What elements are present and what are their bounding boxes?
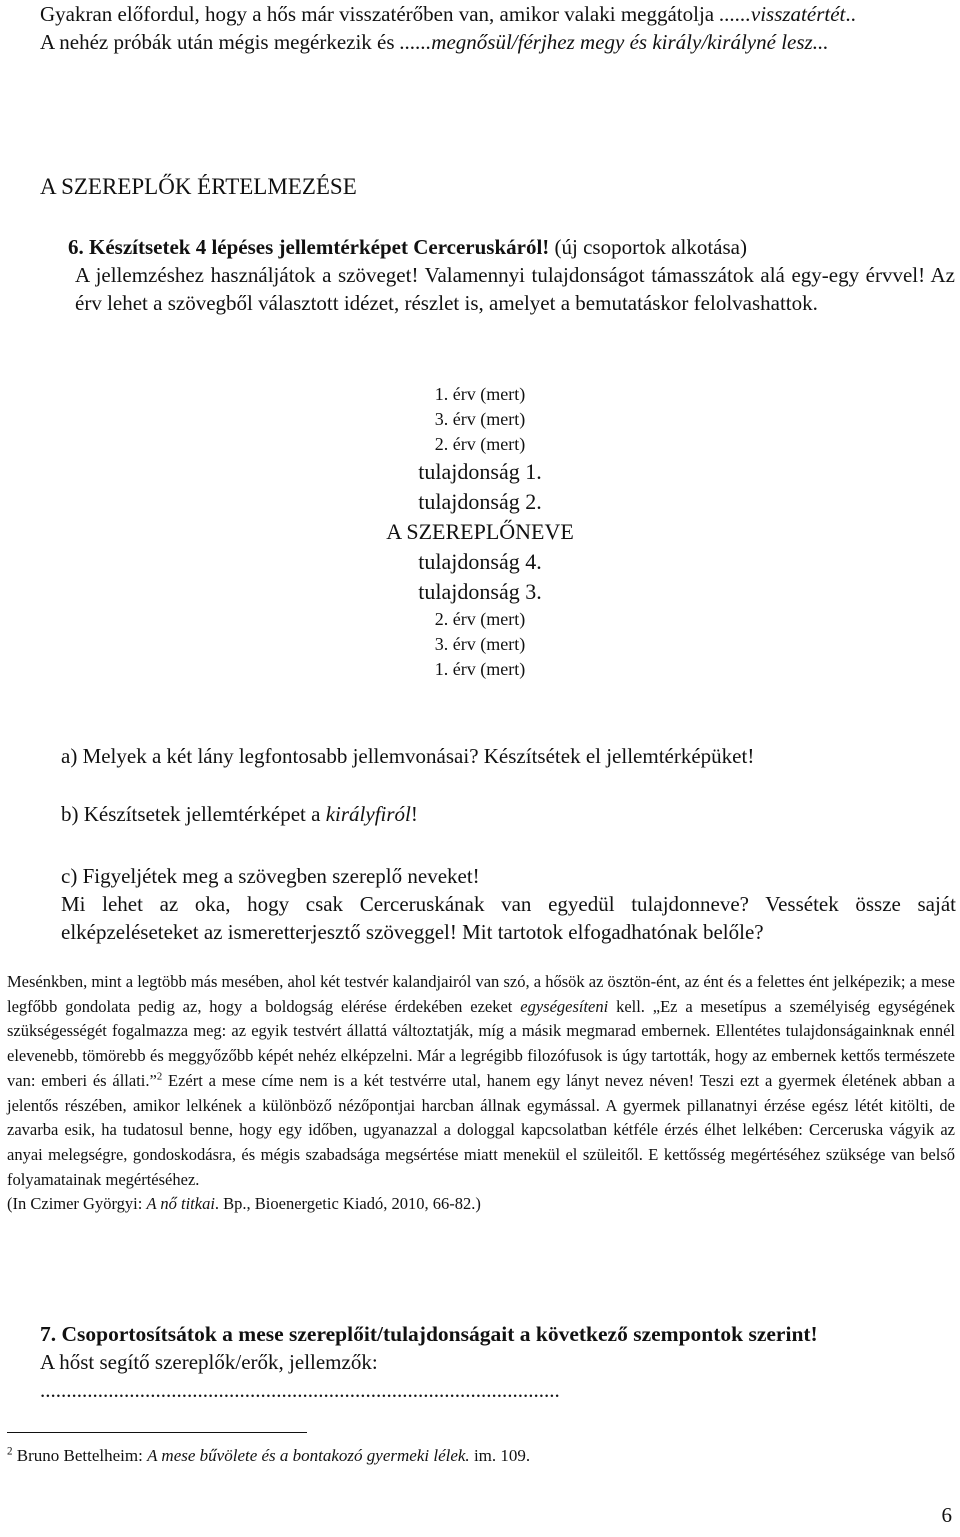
essay-citation [7, 1192, 955, 1216]
intro-text-1: Gyakran előfordul, hogy a hős már visszatérőben van, amikor valaki meggátolja [40, 2, 715, 26]
task-6-heading-line [68, 233, 955, 261]
diagram-line: 1. érv (mert) [434, 659, 526, 679]
task-7-answer-dots: ................................................................................................... [40, 1378, 560, 1402]
diagram-line: tulajdonság 4. [418, 549, 542, 574]
task-6-body: A jellemzéshez használjátok a szöveget! Valamennyi tulajdonságot támasszátok alá egy-egy érvvel! Az érv lehet a szövegből választott idézet, részlet is, amelyet a bemutatáskor felolvashattok. [75, 263, 955, 315]
citation-prefix: (In Czimer Györgyi: [7, 1194, 147, 1214]
task-7-line-2: A hőst segítő szereplők/erők, jellemzők: [40, 1350, 378, 1374]
character-map-diagram [0, 382, 960, 682]
footnote [7, 1445, 530, 1467]
essay-text-2: kell. „Ez a mesetípus a személyiség egységének szükségességét fogalmazza meg: az egyik testvért állattá változtatják, míg a másik megmarad embernek. Ellentétes tulajdonságainknak ennél elevenebb, tömörebb és meggyőzőbb képét nehéz elképzelni. Már a legrégibb filozófusok is úgy tartották, hogy az embernek kettős természete van: emberi és állati.” [7, 996, 955, 1090]
diagram-line: 3. érv (mert) [434, 634, 526, 654]
task-7 [40, 1320, 956, 1404]
footnote-suffix: im. 109. [469, 1446, 531, 1465]
task-6-heading: 6. Készítsetek 4 lépéses jellemtérképet Cerceruskáról! [68, 235, 550, 259]
question-b-italic: királyfiról [325, 802, 411, 826]
task-6 [68, 233, 955, 317]
footnote-number: 2 [7, 1445, 13, 1458]
intro-text-2: A nehéz próbák után mégis megérkezik és [40, 30, 395, 54]
intro-text-1-end: .. [845, 2, 856, 26]
diagram-line: tulajdonság 3. [418, 579, 542, 604]
footnote-ref[interactable]: 2 [156, 1070, 163, 1083]
essay-italic: egységesíteni [520, 996, 609, 1016]
question-c [61, 862, 956, 946]
diagram-line: 2. érv (mert) [434, 434, 526, 454]
citation-suffix: . Bp., Bioenergetic Kiadó, 2010, 66-82.) [214, 1194, 481, 1214]
task-7-heading: 7. Csoportosítsátok a mese szereplőit/tulajdonságait a következő szempontok szerint! [40, 1322, 818, 1346]
diagram-line: 3. érv (mert) [434, 409, 526, 429]
intro-line-2 [40, 28, 956, 56]
diagram-line: 1. érv (mert) [434, 384, 526, 404]
essay-text-3: Ezért a mese címe nem is a két testvérre utal, hanem egy lányt nevez néven! Teszi ezt a gyermek életének abban a jelentős részében, amikor lelkének a különböző nézőpontjai harcban állnak egymással. A gyermek pillanatnyi érzése egész létét kitölti, de zavarba esik, ha tudatosul benne, hogy egy időben, ugyanazzal a dologgal kapcsolatban kétféle érzés élhet lelkében: Cerceruska vágyik az anyai melegségre, gondoskodásra, és mégis szabadsága megsértése miatt menekül el szüleitől. E kettősség megértéséhez szüksége van belső folyamatainak megértéséhez. [7, 1070, 955, 1189]
intro-italic-1: ......visszatértét [719, 2, 846, 26]
question-a: a) Melyek a két lány legfontosabb jellemvonásai? Készítsétek el jellemtérképüket! [61, 744, 755, 768]
diagram-line: tulajdonság 2. [418, 489, 542, 514]
question-b [61, 800, 956, 828]
footnote-author: Bruno Bettelheim: [12, 1446, 148, 1465]
question-b-suffix: ! [410, 802, 418, 826]
question-c-line-2: Mi lehet az oka, hogy csak Cerceruskának van egyedül tulajdonneve? Vessétek össze saját elképzeléseteket az ismeretterjesztő szöveggel! Mit tartotok elfogadhatónak belőle? [61, 892, 956, 944]
diagram-line: 2. érv (mert) [434, 609, 526, 629]
intro-italic-2: ......megnősül/férjhez megy és király/királyné lesz... [399, 30, 829, 54]
section-heading: A SZEREPLŐK ÉRTELMEZÉSE [40, 174, 357, 199]
intro-paragraph [40, 0, 956, 56]
question-b-text: b) Készítsetek jellemtérképet a [61, 802, 326, 826]
intro-line-1 [40, 0, 956, 28]
diagram-center-label: A SZEREPLŐNEVE [386, 519, 574, 544]
essay-text-1: Mesénkben, mint a legtöbb más mesében, ahol két testvér kalandjairól van szó, a hősök az ösztön-ént, az ént és a felettes ént jelképezik; a mese legfőbb gondolata pedig az, hogy a boldogság elérése érdekében ezeket [7, 972, 955, 1016]
task-6-heading-note: (új csoportok alkotása) [549, 235, 747, 259]
page-number: 6 [941, 1503, 952, 1527]
question-c-line-1: c) Figyeljétek meg a szövegben szereplő neveket! [61, 864, 480, 888]
footnote-title: A mese bűvölete és a bontakozó gyermeki lélek. [147, 1446, 470, 1465]
citation-title: A nő titkai [146, 1194, 215, 1214]
essay-paragraph [7, 970, 955, 1192]
questions-ab [61, 742, 956, 858]
diagram-line: tulajdonság 1. [418, 459, 542, 484]
footnote-separator [7, 1432, 307, 1433]
essay-block [7, 970, 955, 1216]
